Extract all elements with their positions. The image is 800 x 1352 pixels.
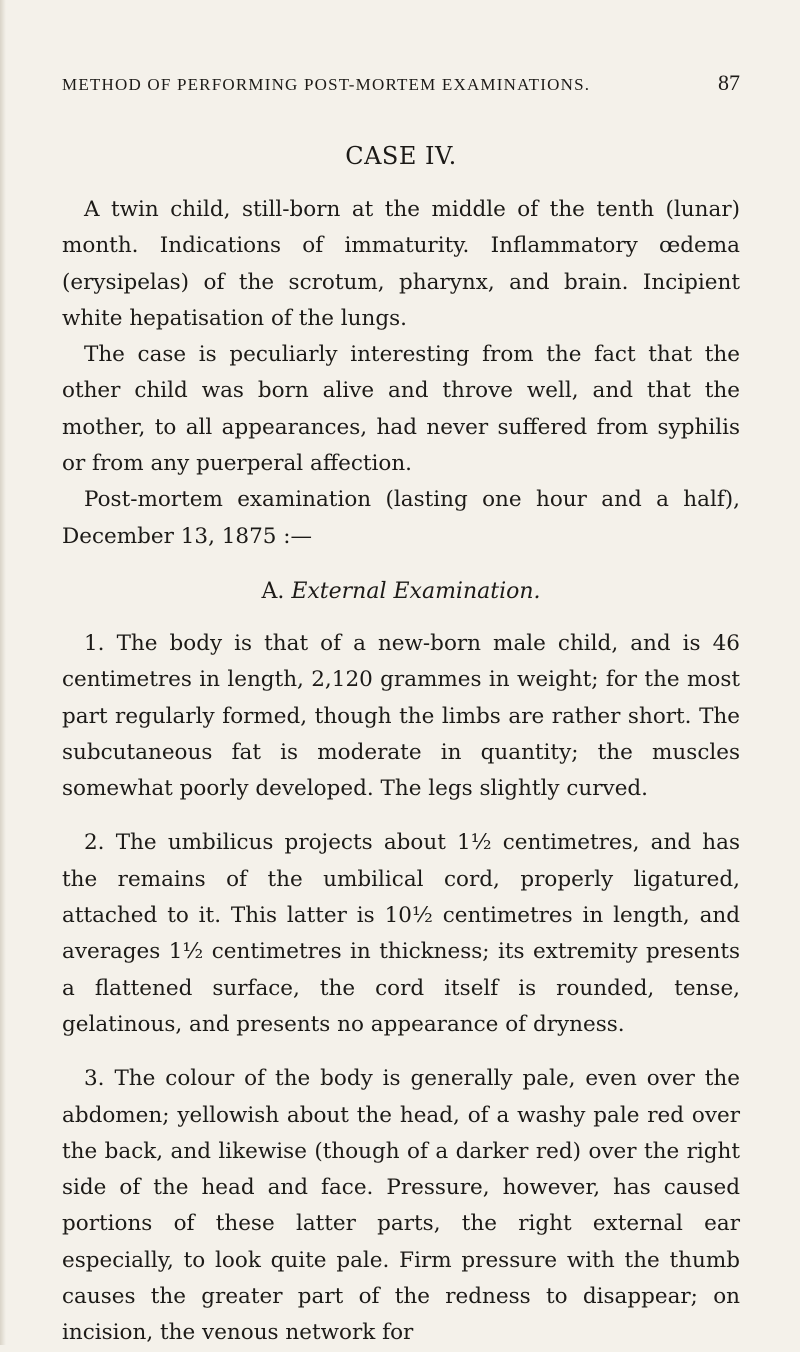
exam-statement: Post-mortem examination (lasting one hour and a half), December 13, 1875 :— bbox=[62, 487, 740, 549]
running-header bbox=[62, 70, 740, 96]
running-title: METHOD OF PERFORMING POST-MORTEM EXAMINATIONS. bbox=[62, 75, 591, 94]
paragraph-text: The body is that of a new-born male child, and is 46 centimetres in length, 2,120 grammes in weight; for the most part regularly formed, though the limbs are rather short. The subcutaneous fat is moderate in quantity; the muscles somewhat poorly developed. The legs slightly curved. bbox=[62, 630, 740, 802]
numbered-paragraph bbox=[62, 626, 740, 807]
paragraph-text: The umbilicus projects about 1½ centimetres, and has the remains of the umbilical cord, properly ligatured, attached to it. This latter is 10½ centimetres in length, and averages 1½ centimetres in thickness; its extremity presents a flattened surface, the cord itself is rounded, tense, gelatinous, and presents no appearance of dryness. bbox=[62, 830, 740, 1037]
section-letter: A. bbox=[261, 578, 285, 604]
book-page bbox=[62, 70, 740, 1352]
paragraph-number: 3. bbox=[84, 1066, 105, 1092]
numbered-paragraph bbox=[62, 1061, 740, 1351]
case-summary: A twin child, still-born at the middle of the tenth (lunar) month. Indications of immaturity. Inflammatory œdema (erysipelas) of the scrotum, pharynx, and brain. Incipient white hepatisation of the lungs. bbox=[62, 197, 740, 331]
section-title: External Examination. bbox=[291, 578, 541, 604]
numbered-paragraph bbox=[62, 825, 740, 1043]
case-note: The case is peculiarly interesting from the fact that the other child was born alive and throve well, and that the mother, to all appearances, had never suffered from syphilis or from any puerperal affection. bbox=[62, 342, 740, 477]
case-title: CASE IV. bbox=[345, 142, 457, 170]
paragraph-text: The colour of the body is generally pale, even over the abdomen; yellowish about the head, of a washy pale red over the back, and likewise (though of a darker red) over the right side of the head and face. Pressure, however, has caused portions of these latter parts, the right external ear especially, to look quite pale. Firm pressure with the thumb causes the greater part of the redness to disappear; on incision, the venous network for bbox=[62, 1066, 740, 1346]
paragraph-number: 1. bbox=[84, 630, 105, 656]
paragraph-number: 2. bbox=[84, 830, 105, 856]
page-binding-edge bbox=[0, 0, 6, 1345]
section-heading bbox=[62, 579, 740, 604]
page-number: 87 bbox=[718, 70, 740, 95]
